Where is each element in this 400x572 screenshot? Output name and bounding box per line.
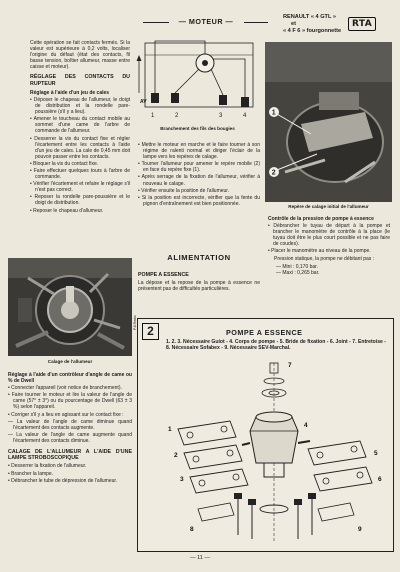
pompe-heading: POMPE A ESSENCE	[138, 272, 189, 278]
svg-text:9: 9	[358, 526, 362, 533]
plug-label-3: 3	[219, 113, 223, 119]
spark-plug-caption: Branchement des fils des bougies	[160, 126, 235, 131]
list-item: • Desserrer la fixation de l'allumeur.	[8, 463, 132, 469]
list-item: • Brancher la lampe.	[8, 471, 132, 477]
list-item: • Reposer le chapeau d'allumeur.	[30, 208, 130, 214]
model-title	[283, 14, 345, 35]
column-3-text	[268, 216, 390, 276]
fuel-pump-figure	[137, 318, 394, 552]
list-item: • Vérifier ensuite la position de l'allumeur.	[138, 188, 260, 194]
list-item: • Si la position est incorrecte, vérifier que la fente du pignon d'entraînement est bien positionnée.	[138, 195, 260, 207]
strobo-steps	[8, 463, 132, 483]
svg-text:7: 7	[288, 362, 292, 369]
timing-label-2: 2	[271, 169, 276, 177]
list-item: • Bloquer la vis du contact fixe.	[30, 161, 130, 167]
spark-plug-wiring-svg	[135, 33, 260, 125]
list-item: • Connecter l'appareil (voir notice de branchement).	[8, 385, 132, 391]
svg-text:5: 5	[374, 450, 378, 457]
dwell-subheading: Réglage à l'aide d'un contrôleur d'angle de came ou % de Dwell	[8, 372, 132, 385]
model-line-2: et	[291, 21, 296, 27]
alimentation-heading: ALIMENTATION	[167, 253, 231, 262]
list-item: • Amener le toucheau du contact mobile au sommet d'une came de l'arbre de commande de l'allumeur.	[30, 116, 130, 134]
list-item: • Corriger s'il y a lieu en agissant sur le contact fixe :	[8, 412, 132, 418]
list-item: • Mettre le moteur en marche et le faire tourner à son régime de ralenti normal et diriger l'éclair de la lampe vers les repères de calage.	[138, 142, 260, 160]
list-item: • Débrancher le tube de dépression de l'allumeur.	[8, 478, 132, 484]
distributor-photo-caption: Calage de l'allumeur	[47, 359, 93, 364]
pressure-min: — Mini : 0,170 bar.	[276, 263, 318, 270]
plug-label-2: 2	[175, 113, 179, 119]
svg-text:6: 6	[378, 476, 382, 483]
pressure-max: — Maxi : 0,265 bar.	[276, 269, 320, 276]
column-2-text	[138, 142, 260, 208]
pressure-text: Pression statique, la pompe ne débitant pas :	[274, 255, 375, 262]
list-item: • Faire tourner le moteur et lire la valeur de l'angle de came (57° ± 3°) ou du pourcentage de Dwell (63 ± 3 %) selon l'appareil.	[8, 392, 132, 410]
list-item: • Tourner l'allumeur pour amener le repère mobile (2) en face du repère fixe (1).	[138, 161, 260, 173]
timing-mark-caption: Repère de calage initial de l'allumeur	[288, 204, 369, 209]
figure-title: POMPE A ESSENCE	[226, 328, 303, 337]
page-number: — 11 —	[189, 555, 211, 561]
svg-text:3: 3	[180, 476, 184, 483]
brand-logo: RTA	[348, 17, 376, 31]
pressure-heading: Contrôle de la pression de pompe à essence	[268, 216, 374, 222]
photo-credit: P.8 Rmbo	[133, 315, 137, 330]
dwell-steps	[8, 385, 132, 417]
intro-paragraph: Cette opération se fait contacts fermés. Si la valeur est supérieure à 0,2 volts, localiser l'origine du défaut (état des contacts, fil basse tension, boîtier allumeur, masse entre caisse et moteur).	[30, 40, 130, 71]
cales-subheading: Réglage à l'aide d'un jeu de cales	[30, 89, 110, 96]
dwell-notes	[8, 419, 132, 444]
figure-legend: 1. 2. 3. Nécessaire Guiot - 4. Corps de pompe - 5. Bride de fixation - 6. Joint - 7. Entretoise - 8. Nécessaire Sofabex - 9. Nécessaire SEV-Marchal.	[166, 339, 386, 352]
plug-label-4: 4	[243, 113, 247, 119]
pressure-steps	[268, 223, 390, 254]
plug-label-1: 1	[151, 113, 155, 119]
list-item: • Après serrage de la fixation de l'allumeur, vérifier à nouveau le calage.	[138, 174, 260, 186]
list-item: • Placer le manomètre au niveau de la pompe.	[268, 248, 390, 254]
timing-mark-photo-art	[265, 42, 392, 202]
svg-text:1: 1	[168, 426, 172, 433]
column-1-bottom	[8, 372, 132, 485]
timing-mark-photo	[265, 42, 392, 202]
model-line-1: RENAULT « 4 GTL »	[283, 14, 336, 20]
pompe-paragraph: La dépose et la repose de la pompe à essence ne présentent pas de difficultés particulières.	[138, 280, 260, 293]
svg-text:8: 8	[190, 526, 194, 533]
list-item: • Déposer le chapeau de l'allumeur, le doigt de distribution et la rondelle pare-poussière (s'il y a lieu).	[30, 97, 130, 115]
svg-text:4: 4	[304, 422, 308, 429]
distributor-photo-art	[8, 258, 132, 356]
strobo-steps-continued	[138, 142, 260, 207]
rupteur-heading: RÉGLAGE DES CONTACTS DU RUPTEUR	[30, 74, 130, 87]
list-item: • Vérifier l'écartement et refaire le réglage s'il n'est pas correct.	[30, 181, 130, 193]
section-title: — MOTEUR —	[178, 17, 234, 26]
list-item: • Débrancher le tuyau de départ à la pompe et brancher le manomètre de contrôle à la place (le tuyau doit être le plus court possible et ne pas faire de coudes).	[268, 223, 390, 247]
svg-text:2: 2	[174, 452, 178, 459]
spark-plug-diagram	[135, 33, 260, 125]
list-item: • Desserrer la vis du contact fixe et régler l'écartement entre les contacts à l'aide d'un jeu de cales. La cale de 0,45 mm doit pouvoir passer entre les contacts.	[30, 136, 130, 160]
list-item: — La valeur de l'angle de came diminue quand l'écartement des contacts augmente.	[8, 419, 132, 431]
list-item: — La valeur de l'angle de came augmente quand l'écartement des contacts diminue.	[8, 432, 132, 444]
figure-number: 2	[142, 323, 159, 340]
cales-steps	[30, 97, 130, 214]
list-item: • Reposer la rondelle pare-poussière et le doigt de distribution.	[30, 194, 130, 206]
header-rule-right	[244, 22, 268, 23]
timing-label-1: 1	[271, 109, 276, 117]
column-1-top	[30, 40, 130, 215]
fuel-pump-exploded-view	[138, 359, 393, 549]
pompe-section	[138, 272, 260, 294]
model-line-3: « 4 F 6 » fourgonnette	[283, 28, 342, 34]
distributor-photo	[8, 258, 132, 356]
strobo-heading: CALAGE DE L'ALLUMEUR A L'AIDE D'UNE LAMPE STROBOSCOPIQUE	[8, 449, 132, 462]
av-label: AV	[140, 99, 147, 105]
list-item: • Faire effectuer quelques tours à l'arbre de commande.	[30, 168, 130, 180]
